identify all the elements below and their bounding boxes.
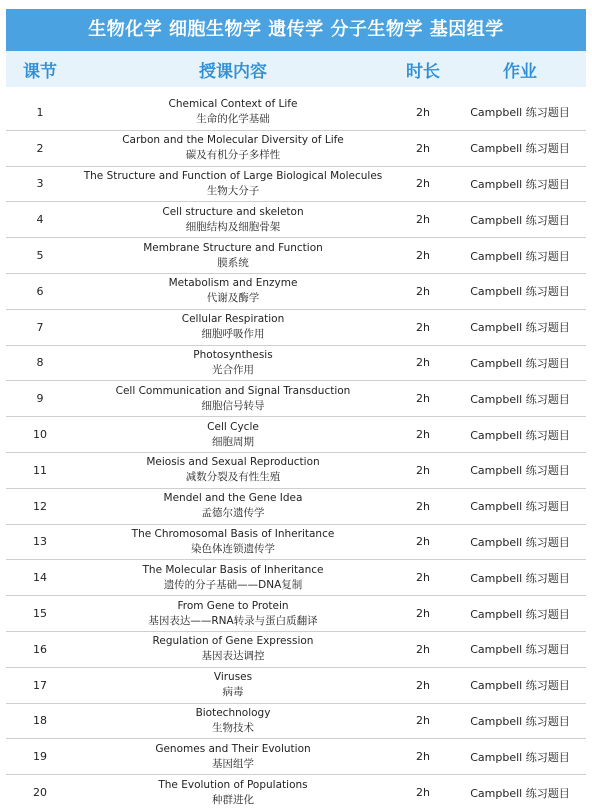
table-title: 生物化学 细胞生物学 遗传学 分子生物学 基因组学 bbox=[6, 9, 586, 51]
lesson-title-en: Chemical Context of Life bbox=[168, 98, 298, 111]
lesson-homework: Campbell 练习题目 bbox=[470, 643, 570, 657]
lesson-duration: 2h bbox=[416, 642, 430, 656]
header-duration: 时长 bbox=[406, 61, 440, 82]
lesson-duration: 2h bbox=[416, 714, 430, 728]
table-row bbox=[6, 346, 586, 382]
table-row bbox=[6, 274, 586, 310]
lesson-title-en: Meiosis and Sexual Reproduction bbox=[146, 456, 320, 469]
lesson-duration: 2h bbox=[416, 213, 430, 227]
lesson-content bbox=[74, 276, 392, 306]
lesson-homework: Campbell 练习题目 bbox=[470, 464, 570, 478]
lesson-title-en: Viruses bbox=[213, 671, 253, 684]
lesson-content bbox=[74, 169, 392, 199]
lesson-title-zh: 细胞呼吸作用 bbox=[201, 328, 265, 341]
lesson-number: 9 bbox=[36, 392, 44, 406]
lesson-content bbox=[74, 133, 392, 163]
lesson-duration: 2h bbox=[416, 750, 430, 764]
lesson-homework: Campbell 练习题目 bbox=[470, 213, 570, 227]
lesson-content bbox=[74, 384, 392, 414]
lesson-title-en: The Chromosomal Basis of Inheritance bbox=[131, 527, 335, 540]
course-table bbox=[6, 9, 586, 806]
lesson-title-zh: 基因表达调控 bbox=[201, 650, 265, 663]
lesson-homework: Campbell 练习题目 bbox=[470, 428, 570, 442]
lesson-number: 3 bbox=[36, 177, 44, 191]
lesson-content bbox=[74, 778, 392, 808]
lesson-content bbox=[74, 563, 392, 593]
lesson-content bbox=[74, 348, 392, 378]
lesson-title-en: Membrane Structure and Function bbox=[143, 241, 323, 254]
lesson-homework: Campbell 练习题目 bbox=[470, 571, 570, 585]
lesson-duration: 2h bbox=[416, 607, 430, 621]
lesson-homework: Campbell 练习题目 bbox=[470, 500, 570, 514]
table-row bbox=[6, 525, 586, 561]
lesson-title-en: The Molecular Basis of Inheritance bbox=[142, 563, 324, 576]
table-row bbox=[6, 632, 586, 668]
lesson-title-zh: 细胞结构及细胞骨架 bbox=[185, 220, 281, 233]
lesson-homework: Campbell 练习题目 bbox=[470, 714, 570, 728]
lesson-homework: Campbell 练习题目 bbox=[470, 786, 570, 800]
lesson-duration: 2h bbox=[416, 786, 430, 800]
lesson-title-zh: 生物大分子 bbox=[206, 184, 260, 197]
lesson-homework: Campbell 练习题目 bbox=[470, 142, 570, 156]
lesson-title-zh: 种群进化 bbox=[212, 793, 254, 806]
lesson-number: 17 bbox=[33, 678, 47, 692]
lesson-title-zh: 膜系统 bbox=[217, 256, 249, 269]
lesson-content bbox=[74, 420, 392, 450]
lesson-number: 2 bbox=[36, 141, 44, 155]
lesson-title-zh: 遗传的分子基础——DNA复制 bbox=[163, 578, 303, 591]
lesson-title-en: Mendel and the Gene Idea bbox=[163, 492, 303, 505]
lesson-content bbox=[74, 491, 392, 521]
lesson-title-en: Cell structure and skeleton bbox=[162, 205, 304, 218]
lesson-duration: 2h bbox=[416, 177, 430, 191]
lesson-title-en: Carbon and the Molecular Diversity of Life bbox=[122, 134, 344, 147]
table-row bbox=[6, 596, 586, 632]
lesson-duration: 2h bbox=[416, 141, 430, 155]
lesson-duration: 2h bbox=[416, 499, 430, 513]
lesson-number: 10 bbox=[33, 428, 47, 442]
lesson-title-zh: 基因组学 bbox=[212, 757, 254, 770]
lesson-title-en: Cell Communication and Signal Transduction bbox=[115, 384, 351, 397]
table-row bbox=[6, 775, 586, 810]
lesson-content bbox=[74, 312, 392, 342]
table-row bbox=[6, 417, 586, 453]
lesson-title-zh: 减数分裂及有性生殖 bbox=[185, 471, 281, 484]
lesson-content bbox=[74, 706, 392, 736]
lesson-duration: 2h bbox=[416, 571, 430, 585]
lesson-title-zh: 生命的化学基础 bbox=[196, 113, 270, 126]
table-row bbox=[6, 95, 586, 131]
header-lesson: 课节 bbox=[23, 61, 57, 82]
table-row bbox=[6, 560, 586, 596]
lesson-homework: Campbell 练习题目 bbox=[470, 750, 570, 764]
lesson-number: 12 bbox=[33, 499, 47, 513]
lesson-duration: 2h bbox=[416, 320, 430, 334]
lesson-content bbox=[74, 97, 392, 127]
table-row bbox=[6, 704, 586, 740]
lesson-homework: Campbell 练习题目 bbox=[470, 392, 570, 406]
lesson-duration: 2h bbox=[416, 463, 430, 477]
lesson-title-zh: 细胞周期 bbox=[212, 435, 254, 448]
lesson-content bbox=[74, 599, 392, 629]
table-row bbox=[6, 131, 586, 167]
lesson-duration: 2h bbox=[416, 392, 430, 406]
lesson-number: 13 bbox=[33, 535, 47, 549]
lesson-duration: 2h bbox=[416, 535, 430, 549]
table-row bbox=[6, 202, 586, 238]
lesson-number: 18 bbox=[33, 714, 47, 728]
lesson-title-zh: 碳及有机分子多样性 bbox=[185, 149, 281, 162]
lesson-title-zh: 病毒 bbox=[222, 686, 244, 699]
lesson-duration: 2h bbox=[416, 356, 430, 370]
lesson-title-en: Cell Cycle bbox=[207, 420, 259, 433]
lesson-title-zh: 代谢及酶学 bbox=[206, 292, 260, 305]
lesson-homework: Campbell 练习题目 bbox=[470, 249, 570, 263]
lesson-title-zh: 孟德尔遗传学 bbox=[201, 507, 265, 520]
table-body bbox=[6, 95, 586, 810]
lesson-content bbox=[74, 742, 392, 772]
lesson-content bbox=[74, 455, 392, 485]
lesson-number: 5 bbox=[36, 249, 44, 263]
lesson-number: 15 bbox=[33, 607, 47, 621]
header-content: 授课内容 bbox=[199, 61, 267, 82]
lesson-duration: 2h bbox=[416, 284, 430, 298]
lesson-number: 7 bbox=[36, 320, 44, 334]
lesson-homework: Campbell 练习题目 bbox=[470, 285, 570, 299]
lesson-number: 1 bbox=[36, 105, 44, 119]
lesson-title-zh: 基因表达——RNA转录与蛋白质翻译 bbox=[148, 614, 318, 627]
lesson-title-en: Cellular Respiration bbox=[181, 313, 285, 326]
table-row bbox=[6, 668, 586, 704]
lesson-homework: Campbell 练习题目 bbox=[470, 106, 570, 120]
lesson-number: 4 bbox=[36, 213, 44, 227]
lesson-title-zh: 生物技术 bbox=[212, 721, 254, 734]
table-row bbox=[6, 167, 586, 203]
table-row bbox=[6, 453, 586, 489]
table-row bbox=[6, 381, 586, 417]
header-homework: 作业 bbox=[503, 61, 537, 82]
lesson-number: 11 bbox=[33, 463, 47, 477]
lesson-title-en: Biotechnology bbox=[195, 706, 271, 719]
lesson-duration: 2h bbox=[416, 428, 430, 442]
lesson-homework: Campbell 练习题目 bbox=[470, 177, 570, 191]
lesson-title-zh: 染色体连锁遗传学 bbox=[191, 542, 275, 555]
lesson-content bbox=[74, 241, 392, 271]
table-row bbox=[6, 489, 586, 525]
lesson-title-en: From Gene to Protein bbox=[177, 599, 289, 612]
lesson-title-zh: 光合作用 bbox=[212, 363, 254, 376]
lesson-number: 14 bbox=[33, 571, 47, 585]
lesson-number: 19 bbox=[33, 750, 47, 764]
lesson-content bbox=[74, 527, 392, 557]
lesson-content bbox=[74, 205, 392, 235]
lesson-homework: Campbell 练习题目 bbox=[470, 607, 570, 621]
lesson-number: 8 bbox=[36, 356, 44, 370]
lesson-title-en: The Structure and Function of Large Biological Molecules bbox=[83, 169, 383, 182]
lesson-content bbox=[74, 634, 392, 664]
table-row bbox=[6, 739, 586, 775]
lesson-homework: Campbell 练习题目 bbox=[470, 321, 570, 335]
table-row bbox=[6, 238, 586, 274]
lesson-duration: 2h bbox=[416, 678, 430, 692]
lesson-content bbox=[74, 670, 392, 700]
lesson-number: 20 bbox=[33, 786, 47, 800]
lesson-title-zh: 细胞信号转导 bbox=[201, 399, 265, 412]
lesson-title-en: Genomes and Their Evolution bbox=[155, 742, 311, 755]
table-row bbox=[6, 310, 586, 346]
lesson-homework: Campbell 练习题目 bbox=[470, 679, 570, 693]
lesson-duration: 2h bbox=[416, 249, 430, 263]
table-header-row bbox=[6, 51, 586, 87]
lesson-title-en: Regulation of Gene Expression bbox=[152, 635, 314, 648]
lesson-title-en: Photosynthesis bbox=[193, 348, 273, 361]
lesson-number: 6 bbox=[36, 284, 44, 298]
lesson-title-en: The Evolution of Populations bbox=[158, 778, 308, 791]
lesson-duration: 2h bbox=[416, 105, 430, 119]
lesson-title-en: Metabolism and Enzyme bbox=[168, 277, 298, 290]
lesson-homework: Campbell 练习题目 bbox=[470, 535, 570, 549]
lesson-homework: Campbell 练习题目 bbox=[470, 356, 570, 370]
lesson-number: 16 bbox=[33, 642, 47, 656]
